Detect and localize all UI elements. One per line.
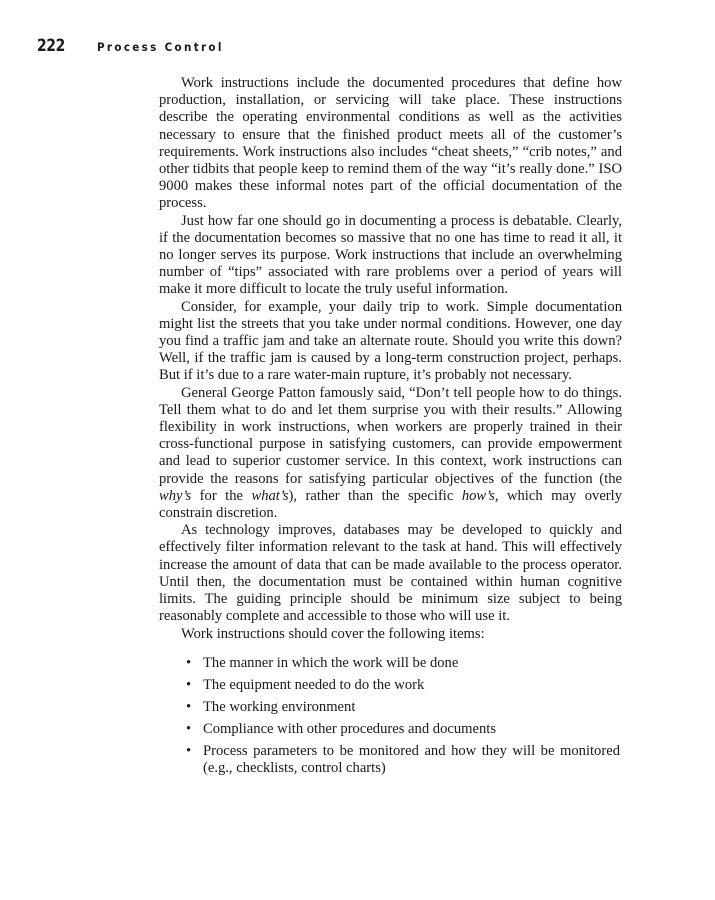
page-header: [37, 36, 238, 60]
list-item: [186, 654, 622, 672]
bullet-list: [159, 655, 622, 777]
list-item: [186, 742, 622, 777]
paragraph-patton: [159, 385, 622, 523]
bullet-icon: •: [186, 720, 192, 737]
list-item: [186, 676, 622, 694]
list-item-text: Process parameters to be monitored and how they will be monitored (e.g., checklists, control charts): [203, 742, 620, 776]
list-item: [186, 720, 622, 738]
patton-hows: how’s: [461, 487, 495, 504]
patton-for-the: for the: [191, 487, 252, 504]
list-item-text: Compliance with other procedures and documents: [203, 720, 497, 737]
paragraph-technology: As technology improves, databases may be developed to quickly and effectively filter information relevant to the task at hand. This will effectively increase the amount of data that can be made available to the process operator. Until then, the documentation must be contained within human cognitive limits. The guiding principle should be minimum size subject to being reasonably complete and accessible to those who will use it.: [159, 522, 622, 625]
paragraph-daily-trip: Consider, for example, your daily trip to work. Simple documentation might list the streets that you take under normal conditions. However, one day you find a traffic jam and take an alternate route. Should you write this down? Well, if the traffic jam is caused by a long-term construction project, perhaps. But if it’s due to a rare water-main rupture, it’s probably not necessary.: [159, 298, 622, 384]
paragraph-documenting-extent: Just how far one should go in documenting a process is debatable. Clearly, if the documentation becomes so massive that no one has time to read it all, it no longer serves its purpose. Work instructions that include an overwhelming number of “tips” associated with rare problems over a period of years will make it more difficult to locate the truly useful information.: [159, 212, 622, 298]
body-text: [159, 75, 622, 782]
patton-whys: why’s: [159, 487, 192, 504]
list-item-text: The manner in which the work will be done: [203, 654, 459, 671]
paragraph-work-instructions: Work instructions include the documented procedures that define how production, installation, or servicing will take place. These instructions describe the operating environmental conditions as well as the activities necessary to ensure that the finished product meets all of the customer’s requirements. Work instructions also includes “cheat sheets,” “crib notes,” and other tidbits that people keep to remind them of the way “it’s really done.” ISO 9000 makes these informal notes part of the official documentation of the process.: [159, 75, 622, 212]
patton-whats: what’s: [251, 487, 289, 504]
bullet-icon: •: [186, 742, 192, 759]
bullet-icon: •: [186, 698, 192, 715]
bullet-icon: •: [186, 654, 192, 671]
running-head: Process Control: [97, 40, 224, 54]
list-item-text: The working environment: [203, 698, 356, 715]
list-item: [186, 698, 622, 716]
list-intro: Work instructions should cover the following items:: [181, 625, 485, 642]
bullet-icon: •: [186, 676, 192, 693]
patton-rather: ), rather than the specific: [288, 487, 462, 504]
patton-tail: , which may overly constrain discretion.: [159, 487, 623, 522]
page-number: 222: [37, 36, 65, 56]
list-item-text: The equipment needed to do the work: [203, 676, 425, 693]
patton-lead: General George Patton famously said, “Don’t tell people how to do things. Tell them what to do and let them surprise you with their results.” Allowing flexibility in work instructions, when workers are properly trained in their cross-functional purpose in satisfying customers, can provide empowerment and lead to superior customer service. In this context, work instructions can provide the reasons for satisfying particular objectives of the function (the: [159, 384, 622, 487]
